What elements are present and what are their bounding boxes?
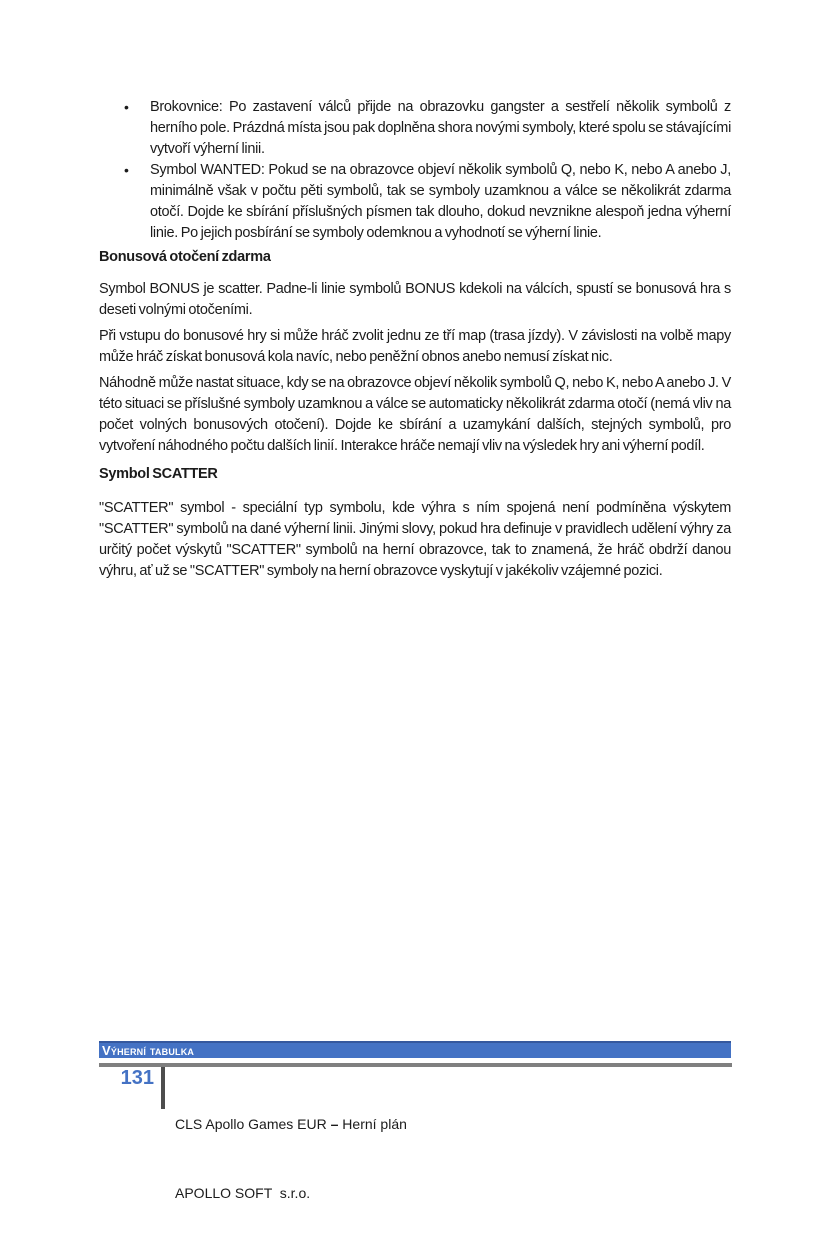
bullet-list (99, 97, 731, 244)
list-item-symbol-wanted (99, 160, 731, 244)
heading-symbol-scatter: Symbol SCATTER (99, 466, 218, 482)
page-content (99, 97, 731, 582)
document-title-pre: CLS Apollo Games EUR (175, 1116, 331, 1132)
heading-bonus-spins: Bonusová otočení zdarma (99, 249, 271, 265)
page-footer (99, 1066, 731, 1251)
bullet-icon: • (124, 99, 129, 115)
paragraph-scatter-definition: "SCATTER" symbol - speciální typ symbolu, kde výhra s ním spojená není podmíněna výskytem "SCATTER" symbolů na dané výherní linii. Jinými slovy, pokud hra definuje v pravidlech udělení výhry za určitý počet výskytů "SCATTER" symbolů na herní obrazovce, tak to znamená, že hráč obdrží danou výhru, ať už se "SCATTER" symboly na herní obrazovce vyskytují v jakékoliv vzájemné pozici. (99, 500, 731, 579)
company-name: APOLLO SOFT s.r.o. (175, 1185, 311, 1201)
page-number: 131 (120, 1067, 154, 1089)
document-title-dash: – (330, 1116, 339, 1132)
document-title-post: Herní plán (338, 1116, 407, 1132)
bullet-text: Symbol WANTED: Pokud se na obrazovce objeví několik symbolů Q, nebo K, nebo A anebo J, minimálně však v počtu pěti symbolů, tak se symboly uzamknou a válce se několikrát zdarma otočí. Dojde ke sbírání příslušných písmen tak dlouho, dokud nevznikne alespoň jedna výherní linie. Po jejich posbírání se symboly odemknou a vyhodnotí se výherní linie. (150, 162, 731, 241)
bullet-text: Brokovnice: Po zastavení válců přijde na obrazovku gangster a sestřelí několik symbolů z herního pole. Prázdná místa jsou pak doplněna shora novými symboly, které spolu se stávajícími vytvoří výherní linii. (150, 99, 731, 157)
footer-text-block (175, 1066, 407, 1251)
list-item-brokovnice (99, 97, 731, 160)
section-header-bar (99, 1041, 731, 1058)
footer-vertical-rule (161, 1067, 165, 1109)
paragraph-bonus-random: Náhodně může nastat situace, kdy se na obrazovce objeví několik symbolů Q, nebo K, nebo A anebo J. V této situaci se příslušné symboly uzamknou a válce se automaticky několikrát zdarma otočí (nemá vliv na počet volných bonusových otočení). Dojde ke sbírání a uzamykání dalších, stejných symbolů, pro vytvoření náhodného počtu dalších linií. Interakce hráče nemají vliv na výsledek hry ani výherní podíl. (99, 375, 731, 454)
paragraph-bonus-maps: Při vstupu do bonusové hry si může hráč zvolit jednu ze tří map (trasa jízdy). V závislosti na volbě mapy může hráč získat bonusová kola navíc, nebo peněžní obnos anebo nemusí získat nic. (99, 328, 731, 365)
document-title (175, 1113, 407, 1136)
bullet-icon: • (124, 162, 129, 178)
section-bar-label: Výherní tabulka (102, 1043, 195, 1058)
paragraph-bonus-scatter: Symbol BONUS je scatter. Padne-li linie symbolů BONUS kdekoli na válcích, spustí se bonusová hra s deseti volnými otočeními. (99, 281, 731, 318)
